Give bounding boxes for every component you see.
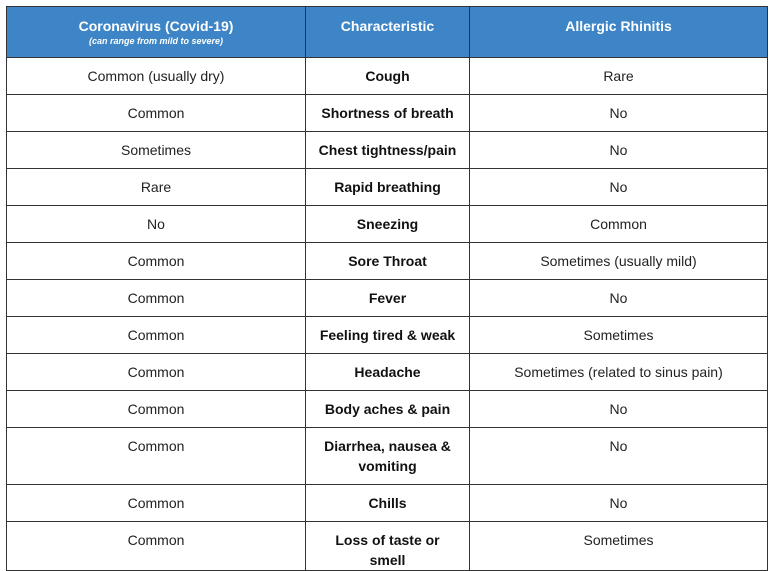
table-row xyxy=(7,95,768,132)
cell-allergy: Rare xyxy=(470,58,768,95)
comparison-table-container xyxy=(6,6,767,571)
cell-covid: Common xyxy=(7,354,306,391)
cell-characteristic: Cough xyxy=(306,58,470,95)
header-covid-subtitle: (can range from mild to severe) xyxy=(88,36,224,46)
header-covid-title: Coronavirus (Covid-19) xyxy=(78,18,234,34)
table-row xyxy=(7,243,768,280)
cell-allergy: No xyxy=(470,428,768,485)
cell-covid: Common xyxy=(7,428,306,485)
header-covid xyxy=(7,7,306,58)
table-row xyxy=(7,428,768,485)
cell-characteristic: Rapid breathing xyxy=(306,169,470,206)
table-row xyxy=(7,169,768,206)
cell-allergy: Sometimes xyxy=(470,522,768,571)
cell-characteristic: Body aches & pain xyxy=(306,391,470,428)
cell-allergy: No xyxy=(470,280,768,317)
cell-characteristic: Shortness of breath xyxy=(306,95,470,132)
cell-allergy: No xyxy=(470,169,768,206)
header-allergic-rhinitis: Allergic Rhinitis xyxy=(470,7,768,58)
cell-characteristic: Fever xyxy=(306,280,470,317)
cell-allergy: Sometimes (related to sinus pain) xyxy=(470,354,768,391)
cell-allergy: Sometimes xyxy=(470,317,768,354)
header-characteristic: Characteristic xyxy=(306,7,470,58)
cell-covid: Rare xyxy=(7,169,306,206)
header-row xyxy=(7,7,768,58)
cell-characteristic: Sore Throat xyxy=(306,243,470,280)
table-row xyxy=(7,391,768,428)
table-row xyxy=(7,58,768,95)
cell-characteristic: Chills xyxy=(306,485,470,522)
table-header xyxy=(7,7,768,58)
table-row xyxy=(7,485,768,522)
table-row xyxy=(7,317,768,354)
cell-covid: Common (usually dry) xyxy=(7,58,306,95)
cell-characteristic: Chest tightness/pain xyxy=(306,132,470,169)
cell-covid: No xyxy=(7,206,306,243)
cell-covid: Common xyxy=(7,243,306,280)
cell-allergy: No xyxy=(470,132,768,169)
cell-allergy: Common xyxy=(470,206,768,243)
cell-characteristic: Headache xyxy=(306,354,470,391)
cell-covid: Common xyxy=(7,317,306,354)
cell-allergy: Sometimes (usually mild) xyxy=(470,243,768,280)
symptom-comparison-table xyxy=(6,6,768,571)
cell-covid: Common xyxy=(7,280,306,317)
cell-covid: Common xyxy=(7,95,306,132)
cell-covid: Sometimes xyxy=(7,132,306,169)
cell-characteristic: Diarrhea, nausea & vomiting xyxy=(306,428,470,485)
cell-allergy: No xyxy=(470,485,768,522)
cell-characteristic: Loss of taste or smell xyxy=(306,522,470,571)
table-row xyxy=(7,280,768,317)
cell-allergy: No xyxy=(470,391,768,428)
table-row xyxy=(7,206,768,243)
cell-covid: Common xyxy=(7,485,306,522)
table-row xyxy=(7,522,768,571)
cell-allergy: No xyxy=(470,95,768,132)
cell-covid: Common xyxy=(7,391,306,428)
table-row xyxy=(7,132,768,169)
cell-characteristic: Feeling tired & weak xyxy=(306,317,470,354)
table-row xyxy=(7,354,768,391)
table-body xyxy=(7,58,768,571)
cell-characteristic: Sneezing xyxy=(306,206,470,243)
cell-covid: Common xyxy=(7,522,306,571)
